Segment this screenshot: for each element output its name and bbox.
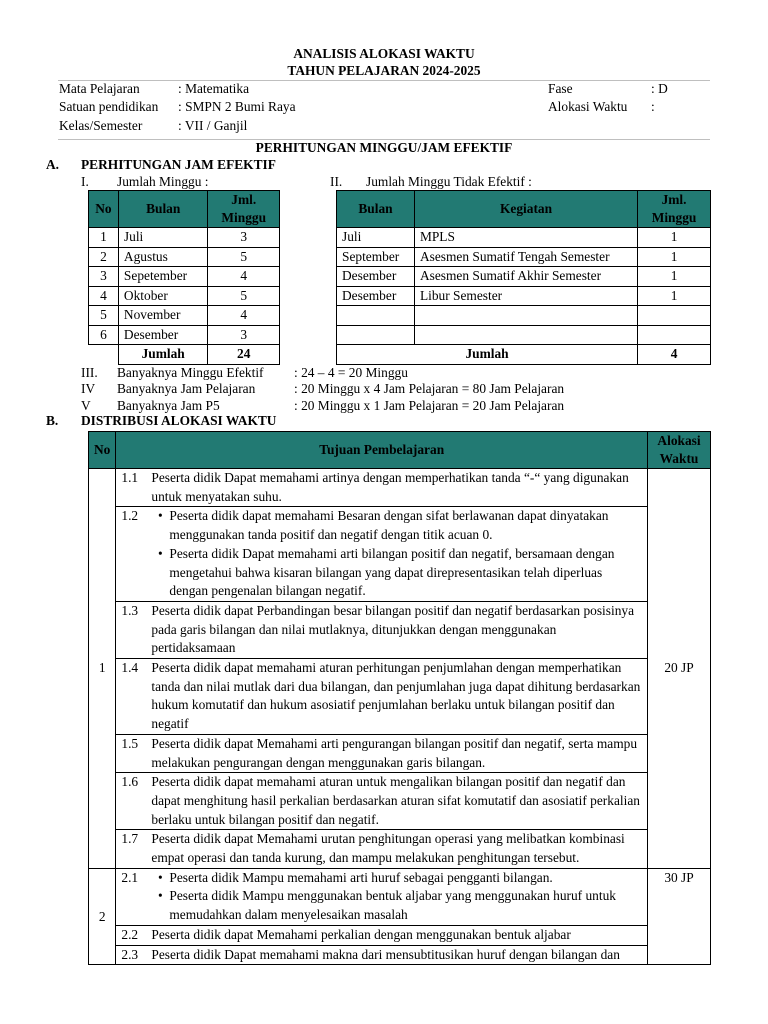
tujuan-text: Peserta didik Dapat memahami artinya dengan memperhatikan tanda “-“ yang digunakan untuk menyatakan suhu. xyxy=(151,470,629,504)
tujuan-item xyxy=(116,869,647,926)
bullet-icon: • xyxy=(158,508,163,524)
section-a-title: PERHITUNGAN JAM EFEKTIF xyxy=(81,157,276,172)
header-no: No xyxy=(89,432,116,469)
table-row xyxy=(89,868,711,965)
tujuan-number: 1.5 xyxy=(121,735,139,751)
cell-jml-minggu: 1 xyxy=(638,267,711,287)
tujuan-text: Peserta didik Dapat memahami makna dari mensubtitusikan huruf dengan bilangan dan xyxy=(151,946,620,962)
cell-jml-minggu: 1 xyxy=(638,228,711,248)
cell-no: 2 xyxy=(89,868,116,965)
tujuan-number: 1.2 xyxy=(121,508,139,524)
tidak-efektif-label-no: II. xyxy=(330,174,343,189)
info-label-fase: Fase xyxy=(548,81,573,96)
table-row xyxy=(89,325,280,345)
summary-value: : 20 Minggu x 1 Jam Pelajaran = 20 Jam Pelajaran xyxy=(294,398,565,413)
bullet-text: Peserta didik Mampu menggunakan bentuk aljabar yang menggunakan huruf untuk memudahkan dalam menyelesaikan masalah xyxy=(169,888,616,923)
cell-tujuan xyxy=(116,868,648,965)
empty-cell xyxy=(89,345,119,365)
summary-label: Banyaknya Minggu Efektif xyxy=(117,365,264,380)
section-b-title: DISTRIBUSI ALOKASI WAKTU xyxy=(81,413,277,428)
cell-jml-minggu: 4 xyxy=(208,306,280,326)
info-label-alokasi: Alokasi Waktu xyxy=(548,99,628,114)
tujuan-item xyxy=(116,946,647,965)
cell-jml-minggu xyxy=(638,306,711,326)
summary-no: V xyxy=(81,398,91,413)
info-label-satuan: Satuan pendidikan xyxy=(59,99,159,114)
cell-kegiatan xyxy=(414,325,637,345)
table-row xyxy=(337,267,711,287)
cell-jml-minggu: 3 xyxy=(208,228,280,248)
tujuan-item xyxy=(116,926,647,946)
cell-kegiatan: Libur Semester xyxy=(414,286,637,306)
cell-no: 5 xyxy=(89,306,119,326)
header-jml-minggu: Jml. Minggu xyxy=(208,191,280,228)
cell-bulan: Sepetember xyxy=(118,267,208,287)
table-row xyxy=(89,247,280,267)
summary-label: Banyaknya Jam Pelajaran xyxy=(117,381,256,396)
summary-value: : 24 – 4 = 20 Minggu xyxy=(294,365,408,380)
distribusi-table xyxy=(88,431,711,965)
bullet-icon: • xyxy=(158,888,163,904)
cell-bulan: Desember xyxy=(118,325,208,345)
table-row xyxy=(89,286,280,306)
tujuan-item xyxy=(116,602,647,659)
divider xyxy=(58,80,710,81)
info-value-mapel: : Matematika xyxy=(178,81,250,96)
document-subtitle: TAHUN PELAJARAN 2024-2025 xyxy=(287,63,481,78)
info-value-fase: : D xyxy=(651,81,668,96)
cell-bulan: Desember xyxy=(337,267,415,287)
cell-alokasi: 30 JP xyxy=(648,868,711,965)
section-b-letter: B. xyxy=(46,413,59,428)
tujuan-item xyxy=(116,735,647,773)
cell-kegiatan: Asesmen Sumatif Tengah Semester xyxy=(414,247,637,267)
cell-kegiatan xyxy=(414,306,637,326)
cell-jml-minggu: 3 xyxy=(208,325,280,345)
cell-jml-minggu: 1 xyxy=(638,247,711,267)
header-kegiatan: Kegiatan xyxy=(414,191,637,228)
tujuan-number: 1.7 xyxy=(121,831,139,847)
cell-kegiatan: Asesmen Sumatif Akhir Semester xyxy=(414,267,637,287)
info-label-mapel: Mata Pelajaran xyxy=(59,81,140,96)
cell-jml-minggu: 5 xyxy=(208,286,280,306)
summary-value: : 20 Minggu x 4 Jam Pelajaran = 80 Jam Pelajaran xyxy=(294,381,565,396)
summary-no: III. xyxy=(81,365,98,380)
minggu-table xyxy=(88,190,280,365)
tidak-efektif-label: Jumlah Minggu Tidak Efektif : xyxy=(366,174,532,189)
bullet-item xyxy=(151,545,641,601)
tujuan-number: 2.2 xyxy=(121,926,139,942)
cell-tujuan xyxy=(116,469,648,869)
cell-alokasi: 20 JP xyxy=(648,469,711,869)
bullet-icon: • xyxy=(158,545,163,561)
cell-no: 6 xyxy=(89,325,119,345)
cell-no: 3 xyxy=(89,267,119,287)
bullet-text: Peserta didik Dapat memahami arti bilangan positif dan negatif, bersamaan dengan mengetahui bahwa kisaran bilangan yang dapat direpresentasikan telah diperluas dengan pengenalan bilangan negatif. xyxy=(169,545,615,599)
header-bulan: Bulan xyxy=(118,191,208,228)
tujuan-text: Peserta didik dapat Memahami arti pengurangan bilangan positif dan negatif, serta mampu melakukan pengurangan dengan menggunakan garis bilangan. xyxy=(151,735,638,770)
header-no: No xyxy=(89,191,119,228)
document-title: ANALISIS ALOKASI WAKTU xyxy=(293,46,475,61)
cell-bulan xyxy=(337,325,415,345)
tujuan-number: 1.1 xyxy=(121,470,139,485)
tidak-efektif-table xyxy=(336,190,711,365)
info-label-kelas: Kelas/Semester xyxy=(59,118,143,133)
tujuan-number: 2.1 xyxy=(121,869,139,885)
table-row xyxy=(89,306,280,326)
tujuan-text: Peserta didik dapat Perbandingan besar bilangan positif dan negatif berdasarkan posisinya pada garis bilangan dan nilai mutlaknya, ditunjukkan dengan menggunakan pertidaksamaan xyxy=(151,602,635,656)
info-value-satuan: : SMPN 2 Bumi Raya xyxy=(178,99,296,114)
cell-no: 1 xyxy=(89,469,116,869)
tujuan-number: 1.6 xyxy=(121,774,139,790)
tujuan-item xyxy=(116,830,647,867)
cell-bulan: September xyxy=(337,247,415,267)
header-alokasi: Alokasi Waktu xyxy=(648,432,711,469)
cell-jml-minggu: 5 xyxy=(208,247,280,267)
table-row xyxy=(337,325,711,345)
tujuan-text xyxy=(151,869,647,925)
bullet-icon: • xyxy=(158,869,163,885)
tujuan-item xyxy=(116,659,647,735)
section-a-letter: A. xyxy=(46,157,60,172)
tujuan-text: Peserta didik dapat Memahami perkalian dengan menggunakan bentuk aljabar xyxy=(151,926,571,942)
table-row xyxy=(337,306,711,326)
bullet-item xyxy=(151,869,641,888)
table-row xyxy=(89,469,711,869)
tujuan-text: Peserta didik dapat memahami aturan untuk mengalikan bilangan positif dan negatif dan dapat menghitung hasil perkalian berdasarkan aturan sifat komutatif dan asosiatif perkalian berlaku untuk bilangan positif dan negatif. xyxy=(151,774,640,827)
cell-bulan: November xyxy=(118,306,208,326)
cell-jml-minggu: 1 xyxy=(638,286,711,306)
header-bulan: Bulan xyxy=(337,191,415,228)
cell-bulan xyxy=(337,306,415,326)
cell-no: 1 xyxy=(89,228,119,248)
total-label: Jumlah xyxy=(118,345,208,365)
cell-no: 2 xyxy=(89,247,119,267)
tujuan-number: 2.3 xyxy=(121,946,139,962)
table-row xyxy=(337,228,711,248)
tujuan-number: 1.4 xyxy=(121,660,139,676)
cell-kegiatan: MPLS xyxy=(414,228,637,248)
table-row xyxy=(89,228,280,248)
table-row xyxy=(337,247,711,267)
bullet-text: Peserta didik Mampu memahami arti huruf sebagai pengganti bilangan. xyxy=(169,869,553,885)
summary-label: Banyaknya Jam P5 xyxy=(117,398,220,413)
header-jml-minggu: Jml. Minggu xyxy=(638,191,711,228)
cell-bulan: Juli xyxy=(337,228,415,248)
cell-bulan: Agustus xyxy=(118,247,208,267)
bullet-item xyxy=(151,887,641,924)
bullet-text: Peserta didik dapat memahami Besaran dengan sifat berlawanan dapat dinyatakan menggunakan tanda positif dan negatif dengan titik acuan 0. xyxy=(169,508,609,543)
header-tujuan: Tujuan Pembelajaran xyxy=(116,432,648,469)
cell-bulan: Juli xyxy=(118,228,208,248)
tujuan-text xyxy=(151,507,647,601)
tujuan-text: Peserta didik dapat memahami aturan perhitungan penjumlahan dengan memperhatikan tanda dan nilai mutlak dari dua bilangan, dan penjumlahan juga dapat dihitung berdasarkan hukum komutatif dan hukum asosiatif penjumlahan berlaku untuk bilangan positif dan negatif xyxy=(151,660,641,732)
info-value-kelas: : VII / Ganjil xyxy=(178,118,248,133)
tujuan-number: 1.3 xyxy=(121,602,139,618)
bullet-item xyxy=(151,507,641,544)
table-row xyxy=(337,286,711,306)
info-value-alokasi: : xyxy=(651,99,655,114)
cell-jml-minggu xyxy=(638,325,711,345)
tujuan-item xyxy=(116,773,647,830)
total-value: 24 xyxy=(208,345,280,365)
cell-no: 4 xyxy=(89,286,119,306)
cell-jml-minggu: 4 xyxy=(208,267,280,287)
minggu-label: Jumlah Minggu : xyxy=(117,174,209,189)
tujuan-text: Peserta didik dapat Memahami urutan penghitungan operasi yang melibatkan kombinasi empat operasi dan tanda kurung, dan mampu melakukan penghitungan tersebut. xyxy=(151,831,625,866)
minggu-label-no: I. xyxy=(81,174,89,189)
table-row xyxy=(89,267,280,287)
tujuan-item xyxy=(116,469,647,507)
total-value: 4 xyxy=(638,345,711,365)
cell-bulan: Desember xyxy=(337,286,415,306)
summary-no: IV xyxy=(81,381,96,396)
cell-bulan: Oktober xyxy=(118,286,208,306)
total-label: Jumlah xyxy=(337,345,638,365)
tujuan-item xyxy=(116,507,647,602)
section-heading: PERHITUNGAN MINGGU/JAM EFEKTIF xyxy=(255,140,513,155)
